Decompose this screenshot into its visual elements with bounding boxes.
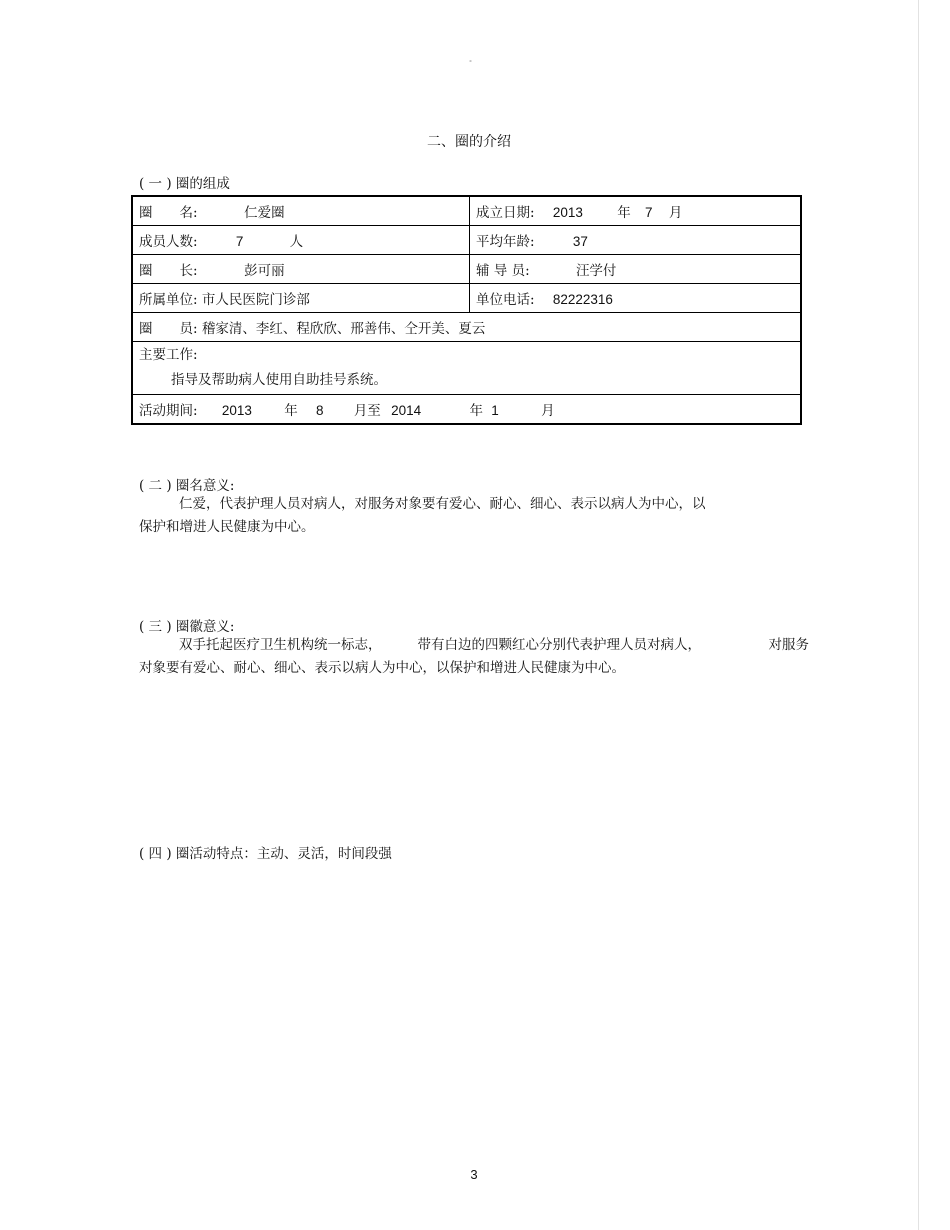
- page-title: 二、圈的介绍: [427, 134, 511, 150]
- table-row-members-count: [132, 226, 801, 255]
- founded-month-unit: 月: [668, 205, 683, 221]
- page-number: 3: [470, 1167, 478, 1182]
- period-end-year: 2014: [391, 403, 422, 418]
- members-count-label: 成员人数:: [139, 234, 198, 250]
- work-label: 主要工作:: [139, 347, 198, 363]
- work-cell: [132, 342, 801, 395]
- members-label: 圈 员:: [139, 321, 198, 337]
- section2-paragraph: [139, 493, 809, 539]
- work-value: 指导及帮助病人使用自助挂号系统。: [171, 372, 387, 388]
- avg-age-cell: [470, 226, 802, 255]
- period-to: 月至: [353, 403, 381, 419]
- name-label: 圈 名:: [139, 205, 198, 221]
- period-end-month-unit: 月: [541, 403, 555, 419]
- members-value: 稽家清、李红、程欣欣、邢善伟、仝开美、夏云: [201, 321, 486, 337]
- unit-label: 所属单位:: [139, 292, 198, 308]
- founded-cell: [470, 196, 802, 226]
- section3-line2: 对象要有爱心、耐心、细心、表示以病人为中心，以保护和增进人民健康为中心。: [139, 660, 625, 676]
- period-start-year: 2013: [221, 403, 252, 418]
- period-year-unit: 年: [284, 403, 298, 419]
- section2-line1: 仁爱，代表护理人员对病人，对服务对象要有爱心、耐心、细心、表示以病人为中心，以: [179, 496, 706, 512]
- advisor-value: 汪学付: [575, 263, 617, 279]
- leader-cell: [132, 255, 470, 284]
- unit-cell: [132, 284, 470, 313]
- circle-info-table: [131, 195, 802, 425]
- period-cell: [132, 395, 801, 425]
- section3-line1b: 带有白边的四颗红心分别代表护理人员对病人，: [417, 637, 701, 653]
- table-row-work: [132, 342, 801, 395]
- page-edge-divider: [918, 0, 919, 1230]
- header-mark: °: [469, 60, 472, 67]
- table-row-name: [132, 196, 801, 226]
- section1-heading: ( 一 ) 圈的组成: [139, 176, 230, 192]
- section3-paragraph: [139, 634, 809, 680]
- period-end-year-unit: 年: [469, 403, 483, 419]
- members-count-unit: 人: [289, 234, 304, 250]
- period-label: 活动期间:: [139, 403, 198, 419]
- period-end-month: 1: [491, 403, 499, 418]
- table-row-leader: [132, 255, 801, 284]
- avg-age-label: 平均年龄:: [476, 234, 535, 250]
- members-count-cell: [132, 226, 470, 255]
- period-start-month: 8: [316, 403, 324, 418]
- founded-year: 2013: [552, 205, 583, 220]
- phone-value: 82222316: [552, 292, 613, 307]
- leader-value: 彭可丽: [244, 263, 285, 279]
- name-value: 仁爱圈: [244, 205, 285, 221]
- table-row-members: [132, 313, 801, 342]
- members-cell: [132, 313, 801, 342]
- table-row-period: [132, 395, 801, 425]
- phone-cell: [470, 284, 802, 313]
- section3-heading: ( 三 ) 圈徽意义:: [139, 619, 235, 635]
- section4-heading: ( 四 ) 圈活动特点：主动、灵活，时间段强: [139, 846, 392, 862]
- avg-age-value: 37: [572, 234, 588, 249]
- founded-label: 成立日期:: [476, 205, 535, 221]
- members-count-value: 7: [235, 234, 244, 249]
- advisor-cell: [470, 255, 802, 284]
- unit-value: 市人民医院门诊部: [201, 292, 310, 308]
- section3-line1a: 双手托起医疗卫生机构统一标志，: [179, 637, 382, 653]
- section2-line2: 保护和增进人民健康为中心。: [139, 519, 315, 535]
- founded-month: 7: [645, 205, 653, 220]
- advisor-label: 辅 导 员:: [476, 263, 530, 279]
- founded-year-unit: 年: [617, 205, 631, 221]
- section2-heading: ( 二 ) 圈名意义:: [139, 478, 235, 494]
- section3-line1c: 对服务: [768, 637, 809, 653]
- phone-label: 单位电话:: [476, 292, 535, 308]
- leader-label: 圈 长:: [139, 263, 198, 279]
- name-cell: [132, 196, 470, 226]
- table-row-unit: [132, 284, 801, 313]
